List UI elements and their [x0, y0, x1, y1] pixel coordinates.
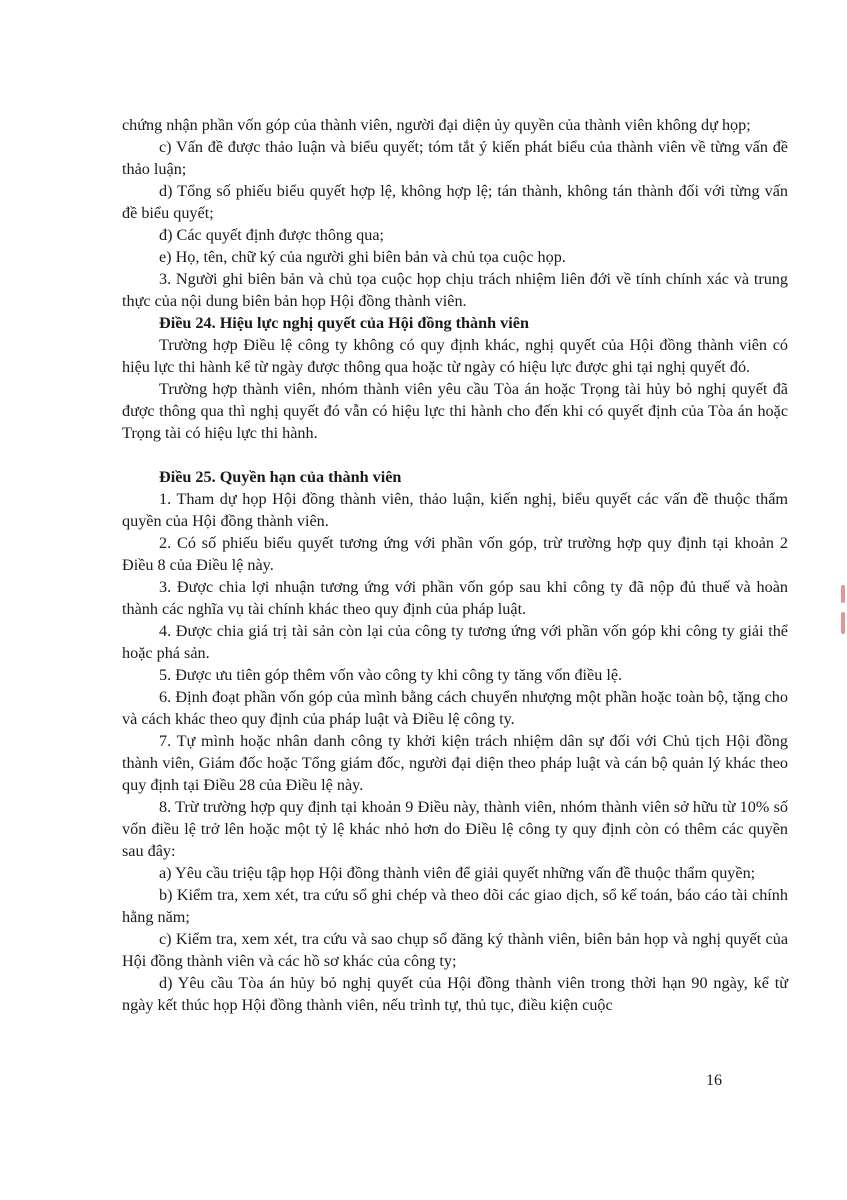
body-paragraph: chứng nhận phần vốn góp của thành viên, người đại diện ủy quyền của thành viên không dự họp; — [122, 116, 751, 134]
article-heading: Điều 24. Hiệu lực nghị quyết của Hội đồng thành viên — [159, 314, 529, 332]
article-heading: Điều 25. Quyền hạn của thành viên — [159, 468, 402, 486]
body-paragraph: e) Họ, tên, chữ ký của người ghi biên bản và chủ tọa cuộc họp. — [159, 248, 566, 266]
body-paragraph: 7. Tự mình hoặc nhân danh công ty khởi kiện trách nhiệm dân sự đối với Chủ tịch Hội đồng thành viên, Giám đốc hoặc Tổng giám đốc, người đại diện theo pháp luật và cán bộ quản lý khác theo quy định tại Điều 28 của Điều lệ này. — [122, 732, 788, 794]
body-paragraph: 1. Tham dự họp Hội đồng thành viên, thảo luận, kiến nghị, biểu quyết các vấn đề thuộc thẩm quyền của Hội đồng thành viên. — [122, 490, 788, 530]
body-paragraph: đ) Các quyết định được thông qua; — [159, 226, 385, 244]
body-paragraph: Trường hợp thành viên, nhóm thành viên yêu cầu Tòa án hoặc Trọng tài hủy bỏ nghị quyết đã được thông qua thì nghị quyết đó vẫn có hiệu lực thi hành cho đến khi có quyết định của Tòa án hoặc Trọng tài có hiệu lực thi hành. — [122, 380, 788, 442]
body-paragraph: 3. Người ghi biên bản và chủ tọa cuộc họp chịu trách nhiệm liên đới về tính chính xác và trung thực của nội dung biên bản họp Hội đồng thành viên. — [122, 270, 788, 310]
body-paragraph: c) Kiểm tra, xem xét, tra cứu và sao chụp sổ đăng ký thành viên, biên bản họp và nghị quyết của Hội đồng thành viên và các hồ sơ khác của công ty; — [122, 930, 788, 970]
body-paragraph: 5. Được ưu tiên góp thêm vốn vào công ty khi công ty tăng vốn điều lệ. — [159, 666, 623, 684]
body-paragraph: 8. Trừ trường hợp quy định tại khoản 9 Điều này, thành viên, nhóm thành viên sở hữu từ 10% số vốn điều lệ trở lên hoặc một tỷ lệ khác nhỏ hơn do Điều lệ công ty quy định còn có thêm các quyền sau đây: — [122, 798, 788, 860]
body-paragraph: 3. Được chia lợi nhuận tương ứng với phần vốn góp sau khi công ty đã nộp đủ thuế và hoàn thành các nghĩa vụ tài chính khác theo quy định của pháp luật. — [122, 578, 788, 618]
body-paragraph: a) Yêu cầu triệu tập họp Hội đồng thành viên để giải quyết những vấn đề thuộc thẩm quyền; — [159, 864, 756, 882]
document-body — [122, 114, 788, 1016]
body-paragraph: c) Vấn đề được thảo luận và biểu quyết; tóm tắt ý kiến phát biểu của thành viên về từng vấn đề thảo luận; — [122, 138, 788, 178]
body-paragraph: Trường hợp Điều lệ công ty không có quy định khác, nghị quyết của Hội đồng thành viên có hiệu lực thi hành kể từ ngày được thông qua hoặc từ ngày có hiệu lực được ghi tại nghị quyết đó. — [122, 336, 788, 376]
body-paragraph: 2. Có số phiếu biểu quyết tương ứng với phần vốn góp, trừ trường hợp quy định tại khoản 2 Điều 8 của Điều lệ này. — [122, 534, 788, 574]
body-paragraph: b) Kiểm tra, xem xét, tra cứu sổ ghi chép và theo dõi các giao dịch, sổ kế toán, báo cáo tài chính hằng năm; — [122, 886, 788, 926]
section-spacer — [122, 444, 788, 466]
body-paragraph: 6. Định đoạt phần vốn góp của mình bằng cách chuyển nhượng một phần hoặc toàn bộ, tặng cho và cách khác theo quy định của pháp luật và Điều lệ công ty. — [122, 688, 788, 728]
body-paragraph: 4. Được chia giá trị tài sản còn lại của công ty tương ứng với phần vốn góp khi công ty giải thể hoặc phá sản. — [122, 622, 788, 662]
page-edge-mark — [841, 612, 845, 634]
page-edge-mark — [841, 585, 845, 603]
page-number: 16 — [706, 1072, 722, 1089]
body-paragraph: d) Yêu cầu Tòa án hủy bỏ nghị quyết của Hội đồng thành viên trong thời hạn 90 ngày, kể từ ngày kết thúc họp Hội đồng thành viên, nếu trình tự, thủ tục, điều kiện cuộc — [122, 974, 788, 1014]
body-paragraph: d) Tổng số phiếu biểu quyết hợp lệ, không hợp lệ; tán thành, không tán thành đối với từng vấn đề biểu quyết; — [122, 182, 788, 222]
